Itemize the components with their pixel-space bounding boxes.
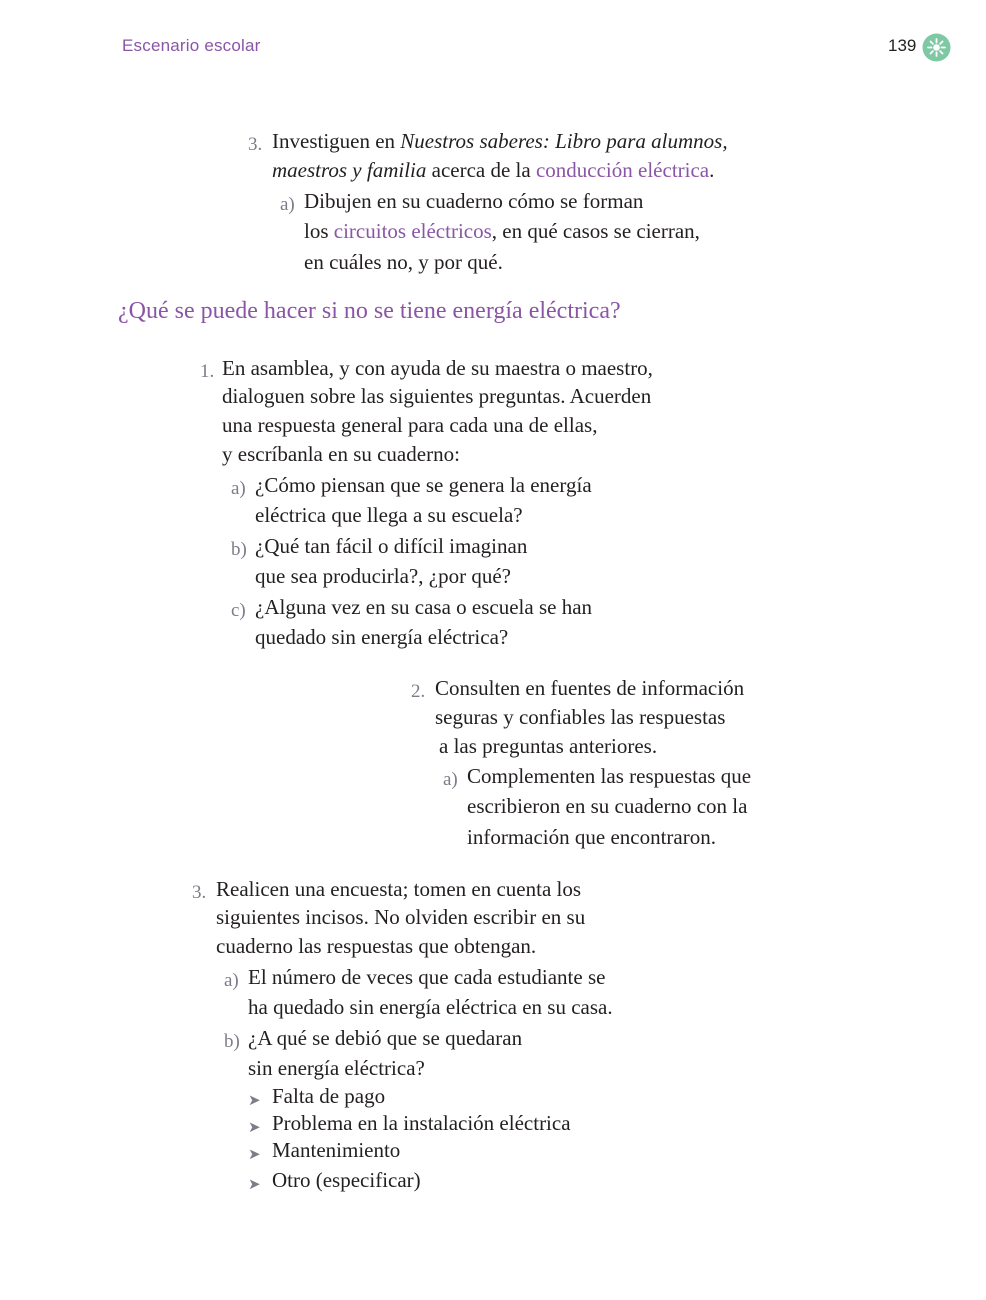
item-text-line: cuaderno las respuestas que obtengan. [216, 934, 537, 958]
question-line: quedado sin energía eléctrica? [255, 625, 509, 649]
item-number: 3. [192, 882, 207, 903]
sub-item-letter: c) [231, 600, 246, 621]
item-number: 2. [411, 681, 426, 702]
sun-badge-icon [922, 33, 951, 62]
question-line: ¿Cómo piensan que se genera la energía [255, 473, 592, 497]
sub-item-letter: a) [280, 194, 295, 215]
sub-item-line: Complementen las respuestas que [467, 764, 752, 788]
option-item: Otro (especificar) [272, 1168, 421, 1192]
book-title: Nuestros saberes: Libro para alumnos, [400, 129, 728, 153]
item-text-line [272, 155, 714, 185]
item-text-line: y escríbanla en su cuaderno: [222, 442, 460, 466]
sub-item-letter: b) [231, 539, 247, 560]
item-text-line: una respuesta general para cada una de ellas, [222, 413, 598, 437]
item-text-line [272, 126, 728, 156]
text-fragment: acerca de la [426, 158, 536, 182]
item-text-line: Realicen una encuesta; tomen en cuenta los [216, 877, 582, 901]
sub-item-line [304, 216, 700, 246]
sub-item-line: información que encontraron. [467, 825, 716, 849]
sub-item-letter: a) [224, 970, 239, 991]
text-fragment: , en qué casos se cierran, [491, 219, 700, 243]
question-line: que sea producirla?, ¿por qué? [255, 564, 511, 588]
sub-item-line: en cuáles no, y por qué. [304, 250, 503, 274]
sub-item-line: Dibujen en su cuaderno cómo se forman [304, 189, 644, 213]
arrow-bullet-icon: ➤ [248, 1093, 261, 1109]
glossary-link-conduccion-electrica[interactable]: conducción eléctrica [535, 158, 710, 182]
option-item: Falta de pago [272, 1084, 386, 1108]
item-number: 3. [248, 134, 263, 155]
option-item: Mantenimiento [272, 1138, 401, 1162]
item-text-line: siguientes incisos. No olviden escribir en su [216, 905, 586, 929]
sub-item-letter: a) [231, 478, 246, 499]
item-text-line: Consulten en fuentes de información [435, 676, 745, 700]
page-number: 139 [888, 36, 917, 55]
sub-item-letter: b) [224, 1031, 240, 1052]
text-fragment: Investiguen en [272, 129, 401, 153]
arrow-bullet-icon: ➤ [248, 1147, 261, 1163]
item-text-line: dialoguen sobre las siguientes preguntas. Acuerden [222, 384, 652, 408]
item-text-line: En asamblea, y con ayuda de su maestra o maestro, [222, 356, 653, 380]
item-number: 1. [200, 361, 215, 382]
text-fragment: . [709, 158, 715, 182]
sub-item-line: ¿A qué se debió que se quedaran [248, 1026, 523, 1050]
arrow-bullet-icon: ➤ [248, 1177, 261, 1193]
running-header-section: Escenario escolar [122, 36, 261, 55]
glossary-link-circuitos-electricos[interactable]: circuitos eléctricos [333, 219, 492, 243]
item-text-line: a las preguntas anteriores. [439, 734, 658, 758]
arrow-bullet-icon: ➤ [248, 1120, 261, 1136]
question-line: ¿Qué tan fácil o difícil imaginan [255, 534, 528, 558]
sub-item-letter: a) [443, 769, 458, 790]
question-line: eléctrica que llega a su escuela? [255, 503, 523, 527]
item-text-line: seguras y confiables las respuestas [435, 705, 726, 729]
section-heading: ¿Qué se puede hacer si no se tiene energía eléctrica? [118, 298, 621, 324]
sub-item-line: escribieron en su cuaderno con la [467, 794, 748, 818]
option-item: Problema en la instalación eléctrica [272, 1111, 571, 1135]
sub-item-line: ha quedado sin energía eléctrica en su casa. [248, 995, 613, 1019]
book-title: maestros y familia [272, 158, 427, 182]
sub-item-line: El número de veces que cada estudiante se [248, 965, 606, 989]
text-fragment: los [304, 219, 334, 243]
sub-item-line: sin energía eléctrica? [248, 1056, 425, 1080]
question-line: ¿Alguna vez en su casa o escuela se han [255, 595, 593, 619]
